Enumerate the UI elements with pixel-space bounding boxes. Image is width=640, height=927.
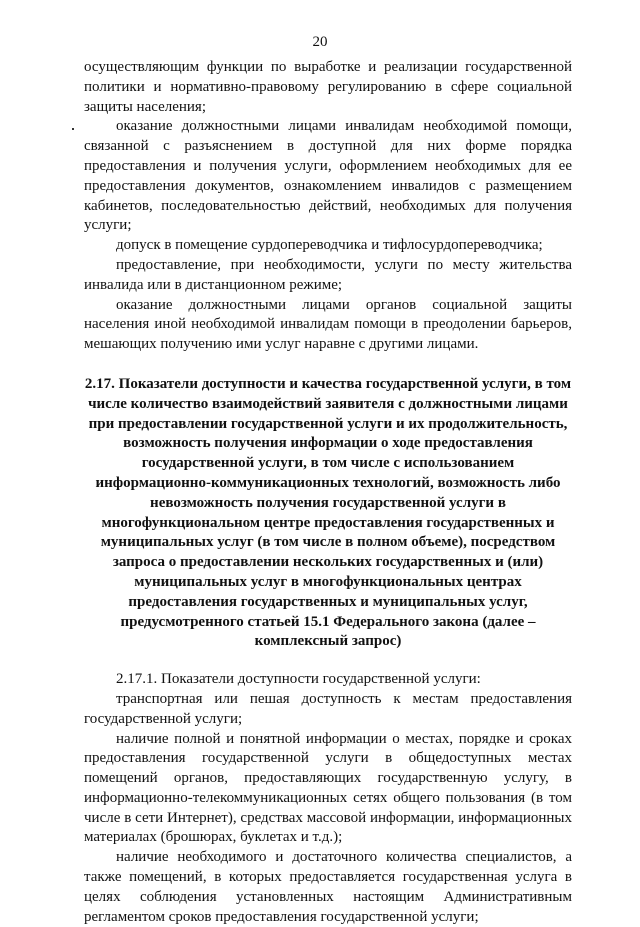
paragraph-7: транспортная или пешая доступность к местам предоставления государственной услуги; — [84, 690, 572, 727]
paragraph-3: допуск в помещение сурдопереводчика и тифлосурдопереводчика; — [116, 237, 543, 254]
paragraph-5: оказание должностными лицами органов социальной защиты населения иной необходимой инвалидам помощи в преодолении барьеров, мешающих получению ими услуг наравне с другими лицами. — [84, 296, 572, 353]
paragraph-9: наличие необходимого и достаточного количества специалистов, а также помещений, в которых предоставляется государственная услуга в целях соблюдения установленных настоящим Административным регламентом сроков предоставления государственной услуги; — [84, 849, 572, 925]
paragraph-2: оказание должностными лицами инвалидам необходимой помощи, связанной с разъяснением в доступной для них форме порядка предоставления и получения услуги, оформлением необходимых для ее предоставления документов, ознакомлением инвалидов с размещением кабинетов, последовательностью действий, необходимых для получения услуги; — [84, 118, 572, 234]
section-heading: 2.17. Показатели доступности и качества государственной услуги, в том числе количество взаимодействий заявителя с должностными лицами при предоставлении государственной услуги и их продолжительность, возможность получения информации о ходе предоставления государственной услуги, в том числе с использованием информационно-коммуникационных технологий, возможность либо невозможность получения государственной услуги в многофункциональном центре предоставления государственных и муниципальных услуг (в том числе в полном объеме), посредством запроса о предоставлении нескольких государственных и (или) муниципальных услуг в многофункциональных центрах предоставления государственных и муниципальных услуг, предусмотренного статьей 15.1 Федерального закона (далее – комплексный запрос) — [84, 375, 572, 650]
document-body — [84, 58, 572, 927]
scan-speck — [72, 128, 74, 130]
paragraph-4: предоставление, при необходимости, услуги по месту жительства инвалида или в дистанционном режиме; — [84, 256, 572, 293]
page-number: 20 — [312, 34, 328, 50]
paragraph-8: наличие полной и понятной информации о местах, порядке и сроках предоставления государственной услуги в общедоступных местах помещений органов, предоставляющих государственную услугу, в информационно-телекоммуникационных сетях общего пользования (в том числе в сети Интернет), средствах массовой информации, информационных материалах (брошюрах, буклетах и т.д.); — [84, 730, 572, 846]
paragraph-1: осуществляющим функции по выработке и реализации государственной политики и нормативно-правовому регулированию в сфере социальной защиты населения; — [84, 59, 572, 115]
paragraph-6: 2.17.1. Показатели доступности государственной услуги: — [116, 671, 481, 688]
